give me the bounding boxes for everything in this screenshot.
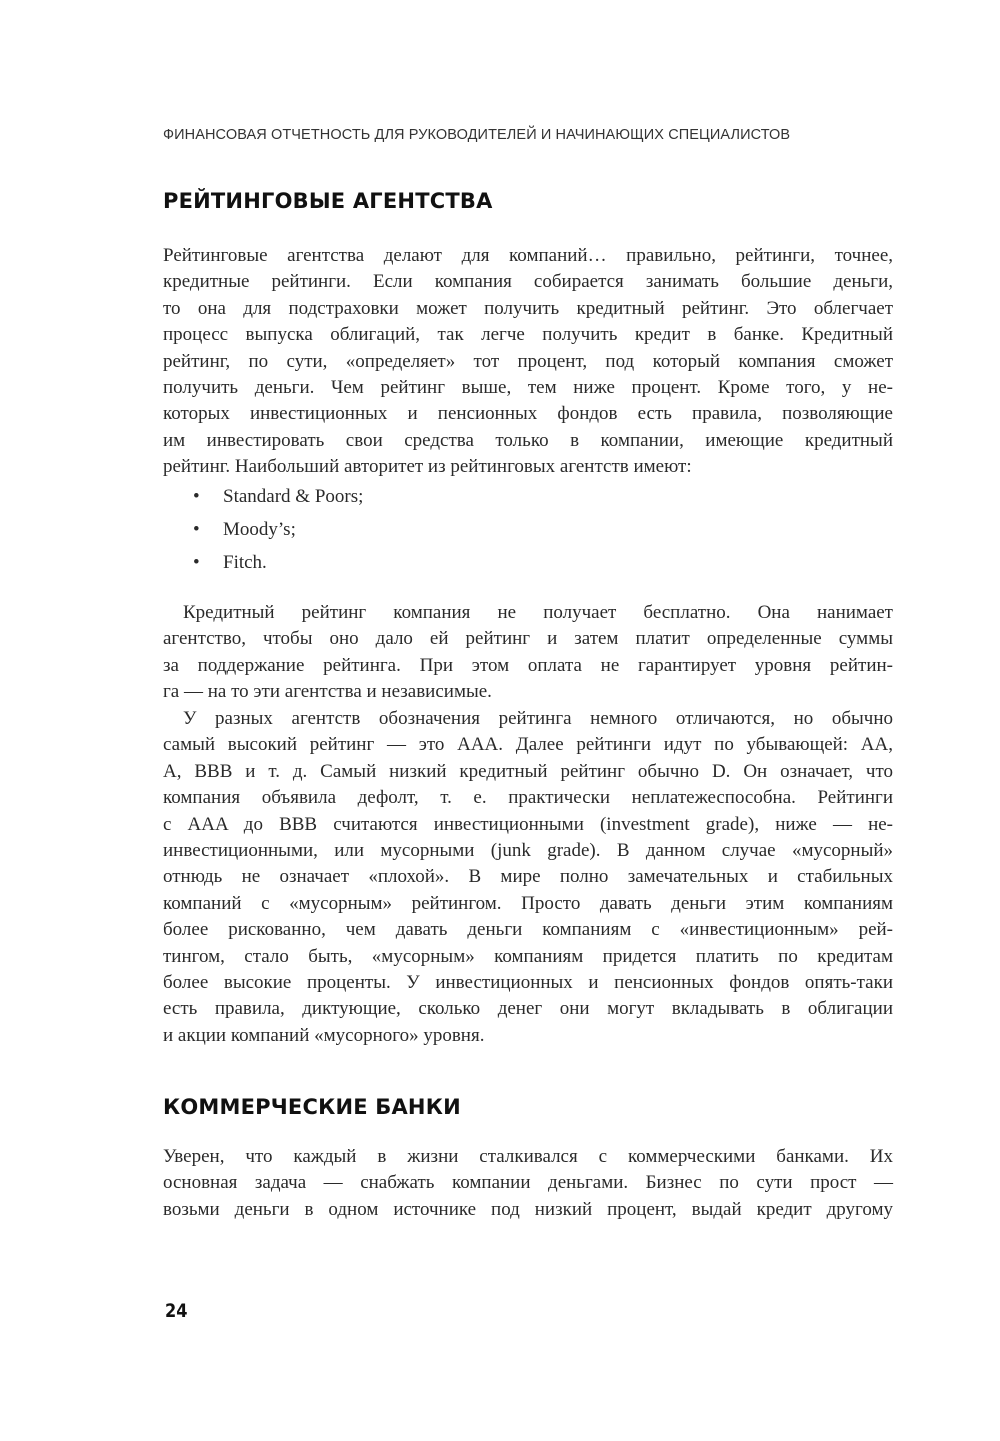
text-line: A, BBB и т. д. Самый низкий кредитный рейтинг обычно D. Он означает, что xyxy=(163,760,893,782)
text-line: за поддержание рейтинга. При этом оплата не гарантирует уровня рейтин- xyxy=(163,654,893,676)
text-line: основная задача — снабжать компании деньгами. Бизнес по сути прост — xyxy=(163,1172,893,1194)
text-line: с AAA до BBB считаются инвестиционными (investment grade), ниже — не- xyxy=(163,813,893,835)
paragraph-banks xyxy=(163,1144,893,1223)
text-line: агентство, чтобы оно дало ей рейтинг и затем платит определенные суммы xyxy=(163,628,893,650)
list-item: • Moody’s; xyxy=(193,513,363,546)
text-line: Уверен, что каждый в жизни сталкивался с коммерческими банками. Их xyxy=(163,1146,893,1167)
text-line: Рейтинговые агентства делают для компаний… правильно, рейтинги, точнее, xyxy=(163,245,893,266)
text-line: получить деньги. Чем рейтинг выше, тем ниже процент. Кроме того, у не- xyxy=(163,376,893,398)
list-item-text: Standard & Poors; xyxy=(223,486,364,507)
text-line: кредитные рейтинги. Если компания собирается занимать большие деньги, xyxy=(163,271,893,293)
page-number: 24 xyxy=(165,1300,188,1322)
text-line: рейтинг. Наибольший авторитет из рейтинговых агентств имеют: xyxy=(163,456,692,478)
paragraph-intro xyxy=(163,243,893,481)
list-item-text: Fitch. xyxy=(223,552,267,573)
text-line: отнюдь не означает «плохой». В мире полно замечательных и стабильных xyxy=(163,866,893,888)
text-line: инвестиционными, или мусорными (junk grade). В данном случае «мусорный» xyxy=(163,839,893,861)
paragraph-rating-scale xyxy=(163,706,893,1049)
text-line: более рискованно, чем давать деньги компаниям с «инвестиционным» рей- xyxy=(163,919,893,941)
text-line: тингом, стало быть, «мусорным» компаниям придется платить по кредитам xyxy=(163,945,893,967)
agency-list xyxy=(193,480,363,579)
list-item-text: Moody’s; xyxy=(223,519,296,540)
text-line: компаний с «мусорным» рейтингом. Просто давать деньги этим компаниям xyxy=(163,892,893,914)
text-line: компания объявила дефолт, т. е. практически неплатежеспособна. Рейтинги xyxy=(163,787,893,809)
text-line: процесс выпуска облигаций, так легче получить кредит в банке. Кредитный xyxy=(163,324,893,346)
text-line: самый высокий рейтинг — это AAA. Далее рейтинги идут по убывающей: AA, xyxy=(163,734,893,756)
text-line: то она для подстраховки может получить кредитный рейтинг. Это облегчает xyxy=(163,297,893,319)
section-heading-rating-agencies: РЕЙТИНГОВЫЕ АГЕНТСТВА xyxy=(163,189,493,213)
list-item: • Fitch. xyxy=(193,546,363,579)
text-line: есть правила, диктующие, сколько денег они могут вкладывать в облигации xyxy=(163,998,893,1020)
text-line: рейтинг, по сути, «определяет» тот процент, под который компания сможет xyxy=(163,350,893,372)
text-line: и акции компаний «мусорного» уровня. xyxy=(163,1024,485,1046)
text-line: га — на то эти агентства и независимые. xyxy=(163,681,492,703)
text-line: возьми деньги в одном источнике под низкий процент, выдай кредит другому xyxy=(163,1198,893,1220)
text-line: которых инвестиционных и пенсионных фондов есть правила, позволяющие xyxy=(163,403,893,425)
text-line: У разных агентств обозначения рейтинга немного отличаются, но обычно xyxy=(183,708,893,729)
running-header: ФИНАНСОВАЯ ОТЧЕТНОСТЬ ДЛЯ РУКОВОДИТЕЛЕЙ И НАЧИНАЮЩИХ СПЕЦИАЛИСТОВ xyxy=(163,127,791,143)
section-heading-commercial-banks: КОММЕРЧЕСКИЕ БАНКИ xyxy=(163,1095,461,1119)
list-item: • Standard & Poors; xyxy=(193,480,363,513)
text-line: им инвестировать свои средства только в компании, имеющие кредитный xyxy=(163,429,893,451)
paragraph-fees xyxy=(163,600,893,706)
text-line: Кредитный рейтинг компания не получает бесплатно. Она нанимает xyxy=(183,602,893,623)
text-line: более высокие проценты. У инвестиционных и пенсионных фондов опять-таки xyxy=(163,971,893,993)
